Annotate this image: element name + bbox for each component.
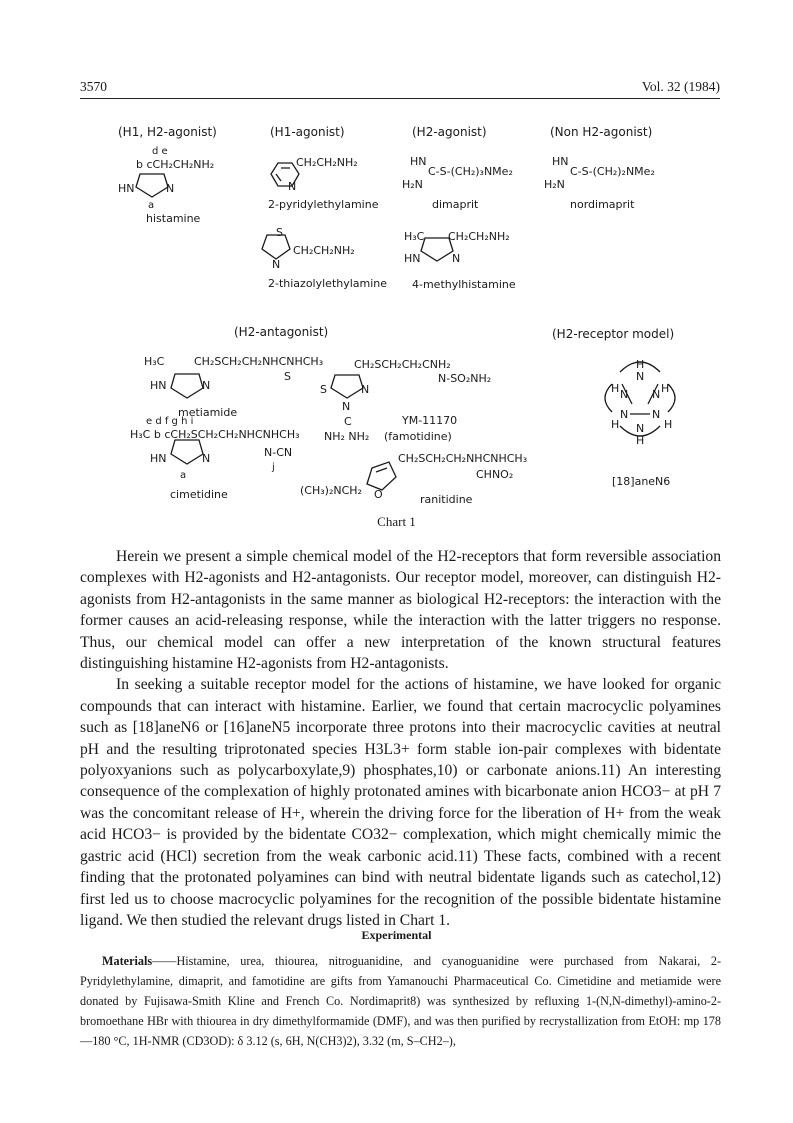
svg-text:H: H xyxy=(636,358,645,371)
label-cimetidine: cimetidine xyxy=(170,488,228,501)
svg-text:CH₂CH₂NH₂: CH₂CH₂NH₂ xyxy=(448,230,510,243)
label-ym11170: YM-11170 xyxy=(402,414,458,427)
svg-text:CH₂SCH₂CH₂NHCNHCH₃: CH₂SCH₂CH₂NHCNHCH₃ xyxy=(194,355,324,368)
svg-text:H: H xyxy=(664,418,673,431)
label-nordimaprit: nordimaprit xyxy=(570,198,635,211)
svg-text:b cCH₂CH₂NH₂: b cCH₂CH₂NH₂ xyxy=(136,158,215,171)
svg-text:H₃C b cCH₂SCH₂CH₂NHCNHCH₃: H₃C b cCH₂SCH₂CH₂NHCNHCH₃ xyxy=(130,428,300,441)
svg-text:C-S-(CH₂)₂NMe₂: C-S-(CH₂)₂NMe₂ xyxy=(570,165,655,178)
svg-text:CH₂CH₂NH₂: CH₂CH₂NH₂ xyxy=(296,156,358,169)
svg-text:HN: HN xyxy=(150,379,167,392)
svg-text:C: C xyxy=(344,415,352,428)
svg-text:H: H xyxy=(611,382,620,395)
svg-text:N: N xyxy=(620,388,629,401)
svg-text:N: N xyxy=(452,252,461,265)
svg-text:O: O xyxy=(374,488,383,501)
volume-info: Vol. 32 (1984) xyxy=(641,79,720,94)
svg-text:H₂N: H₂N xyxy=(402,178,423,191)
group-non-h2-agonist: (Non H2-agonist) xyxy=(550,125,653,139)
svg-text:HN: HN xyxy=(552,155,569,168)
label-pyridylethylamine: 2-pyridylethylamine xyxy=(268,198,379,211)
svg-text:N: N xyxy=(288,180,297,193)
svg-text:N: N xyxy=(342,400,351,413)
famotidine-ring xyxy=(331,375,363,398)
svg-text:HN: HN xyxy=(410,155,427,168)
paragraph-2: In seeking a suitable receptor model for the actions of histamine, we have looked for organic compounds that can interact with histamine. Earlier, we found that certain macrocyclic polyamines such as [18]aneN6 or [16]aneN5 incorporate three protons into their macrocyclic cavities at neutral pH and the resulting triprotonated species H3L3+ form stable ion-pair complexes with bidentate polyoxyanions such as polycarboxylate,9) phosphates,10) or carbonate anions.11) An interesting consequence of the complexation of highly protonated amines with bicarbonate anion HCO3− at pH 7 was the concomitant release of H+, wherein the driving force for the liberation of H+ from the weak acid HCO3− is provided by the bidentate CO32− complexation, which might chemically mimic the gastric acid (HCl) secretion from the weak carbonic acid.11) These facts, combined with a recent finding that the protonated polyamines can bind with neutral bidentate ligands such as catechol,12) first led us to choose macrocyclic polyamines for the recognition of the possible bidentate histamine ligand. We then studied the relevant drugs listed in Chart 1. xyxy=(80,676,721,929)
svg-text:H₃C: H₃C xyxy=(144,355,165,368)
svg-text:CHNO₂: CHNO₂ xyxy=(476,468,514,481)
svg-text:NH₂ NH₂: NH₂ NH₂ xyxy=(324,430,370,443)
svg-text:HN: HN xyxy=(404,252,421,265)
label-histamine: histamine xyxy=(146,212,201,225)
chart-1-structures xyxy=(0,0,793,512)
materials-label: Materials xyxy=(102,954,153,968)
svg-text:H: H xyxy=(636,434,645,447)
svg-text:C-S-(CH₂)₃NMe₂: C-S-(CH₂)₃NMe₂ xyxy=(428,165,513,178)
materials-paragraph xyxy=(80,951,721,1051)
svg-text:CH₂SCH₂CH₂NHCNHCH₃: CH₂SCH₂CH₂NHCNHCH₃ xyxy=(398,452,528,465)
svg-text:N: N xyxy=(166,182,175,195)
label-famotidine: (famotidine) xyxy=(384,430,452,443)
group-h2-antagonist: (H2-antagonist) xyxy=(234,325,329,339)
svg-text:N: N xyxy=(202,452,211,465)
furan-ring xyxy=(367,462,396,490)
svg-text:N-CN: N-CN xyxy=(264,446,293,459)
svg-text:H₃C: H₃C xyxy=(404,230,425,243)
page-number: 3570 xyxy=(80,79,107,94)
svg-text:N-SO₂NH₂: N-SO₂NH₂ xyxy=(438,372,492,385)
svg-text:(CH₃)₂NCH₂: (CH₃)₂NCH₂ xyxy=(300,484,362,497)
svg-text:a: a xyxy=(148,200,155,211)
svg-text:d e: d e xyxy=(152,146,168,157)
svg-text:N: N xyxy=(272,258,281,271)
group-h2-receptor-model: (H2-receptor model) xyxy=(552,327,675,341)
svg-text:H: H xyxy=(661,382,670,395)
histamine-ring xyxy=(136,174,168,197)
section-heading-experimental: Experimental xyxy=(361,928,432,942)
svg-text:S: S xyxy=(284,370,291,383)
svg-text:j: j xyxy=(272,462,275,473)
label-metiamide: metiamide xyxy=(178,406,238,419)
svg-text:N: N xyxy=(361,383,370,396)
label-dimaprit: dimaprit xyxy=(432,198,479,211)
group-h1-h2-agonist: (H1, H2-agonist) xyxy=(118,125,217,139)
paragraph-1: Herein we present a simple chemical model of the H2-receptors that form reversible association complexes with H2-agonists and H2-antagonists. Our receptor model, moreover, can distinguish H2-agonists from H2-antagonists in the same manner as biological H2-receptors: the interaction with the former causes an acid-releasing response, while the interaction with the latter triggers no response. Thus, our chemical model can offer a new interpretation of the known structural features distinguishing histamine H2-agonists from H2-antagonists. xyxy=(80,548,721,673)
cimetidine-ring xyxy=(171,440,203,464)
svg-text:N: N xyxy=(636,422,645,435)
svg-text:CH₂SCH₂CH₂CNH₂: CH₂SCH₂CH₂CNH₂ xyxy=(354,358,451,371)
svg-text:N: N xyxy=(652,388,661,401)
svg-text:S: S xyxy=(320,383,327,396)
svg-text:N: N xyxy=(202,379,211,392)
svg-text:H: H xyxy=(611,418,620,431)
svg-text:e d f g h i: e d f g h i xyxy=(146,416,194,427)
svg-text:H₂N: H₂N xyxy=(544,178,565,191)
label-thiazolylethylamine: 2-thiazolylethylamine xyxy=(268,277,388,290)
chart-caption: Chart 1 xyxy=(377,514,416,529)
svg-text:N: N xyxy=(636,370,645,383)
svg-text:HN: HN xyxy=(150,452,167,465)
svg-text:N: N xyxy=(620,408,629,421)
svg-text:S: S xyxy=(276,226,283,239)
label-ranitidine: ranitidine xyxy=(420,493,473,506)
materials-text: ——Histamine, urea, thiourea, nitroguanidine, and cyanoguanidine were purchased from Nakarai, 2-Pyridylethylamine, dimaprit, and famotidine are gifts from Yamanouchi Pharmaceutical Co. Cimetidine and metiamide were donated by Fujisawa-Smith Kline and French Co. Nordimaprit8) was synthesized by refluxing 1-(N,N-dimethyl)-amino-2-bromoethane HBr with thiourea in dry dimethylformamide (DMF), and was then purified by recrystallization from EtOH: mp 178—180 °C, 1H-NMR (CD3OD): δ 3.12 (s, 6H, N(CH3)2), 3.32 (m, S–CH2–), xyxy=(80,954,721,1048)
svg-text:CH₂CH₂NH₂: CH₂CH₂NH₂ xyxy=(293,244,355,257)
label-receptor: [18]aneN6 xyxy=(612,475,671,488)
body-text xyxy=(80,546,721,931)
svg-text:a: a xyxy=(180,470,187,481)
group-h2-agonist: (H2-agonist) xyxy=(412,125,487,139)
label-methylhistamine: 4-methylhistamine xyxy=(412,278,516,291)
svg-text:N: N xyxy=(652,408,661,421)
group-h1-agonist: (H1-agonist) xyxy=(270,125,345,139)
metiamide-ring xyxy=(171,374,203,398)
svg-text:HN: HN xyxy=(118,182,135,195)
